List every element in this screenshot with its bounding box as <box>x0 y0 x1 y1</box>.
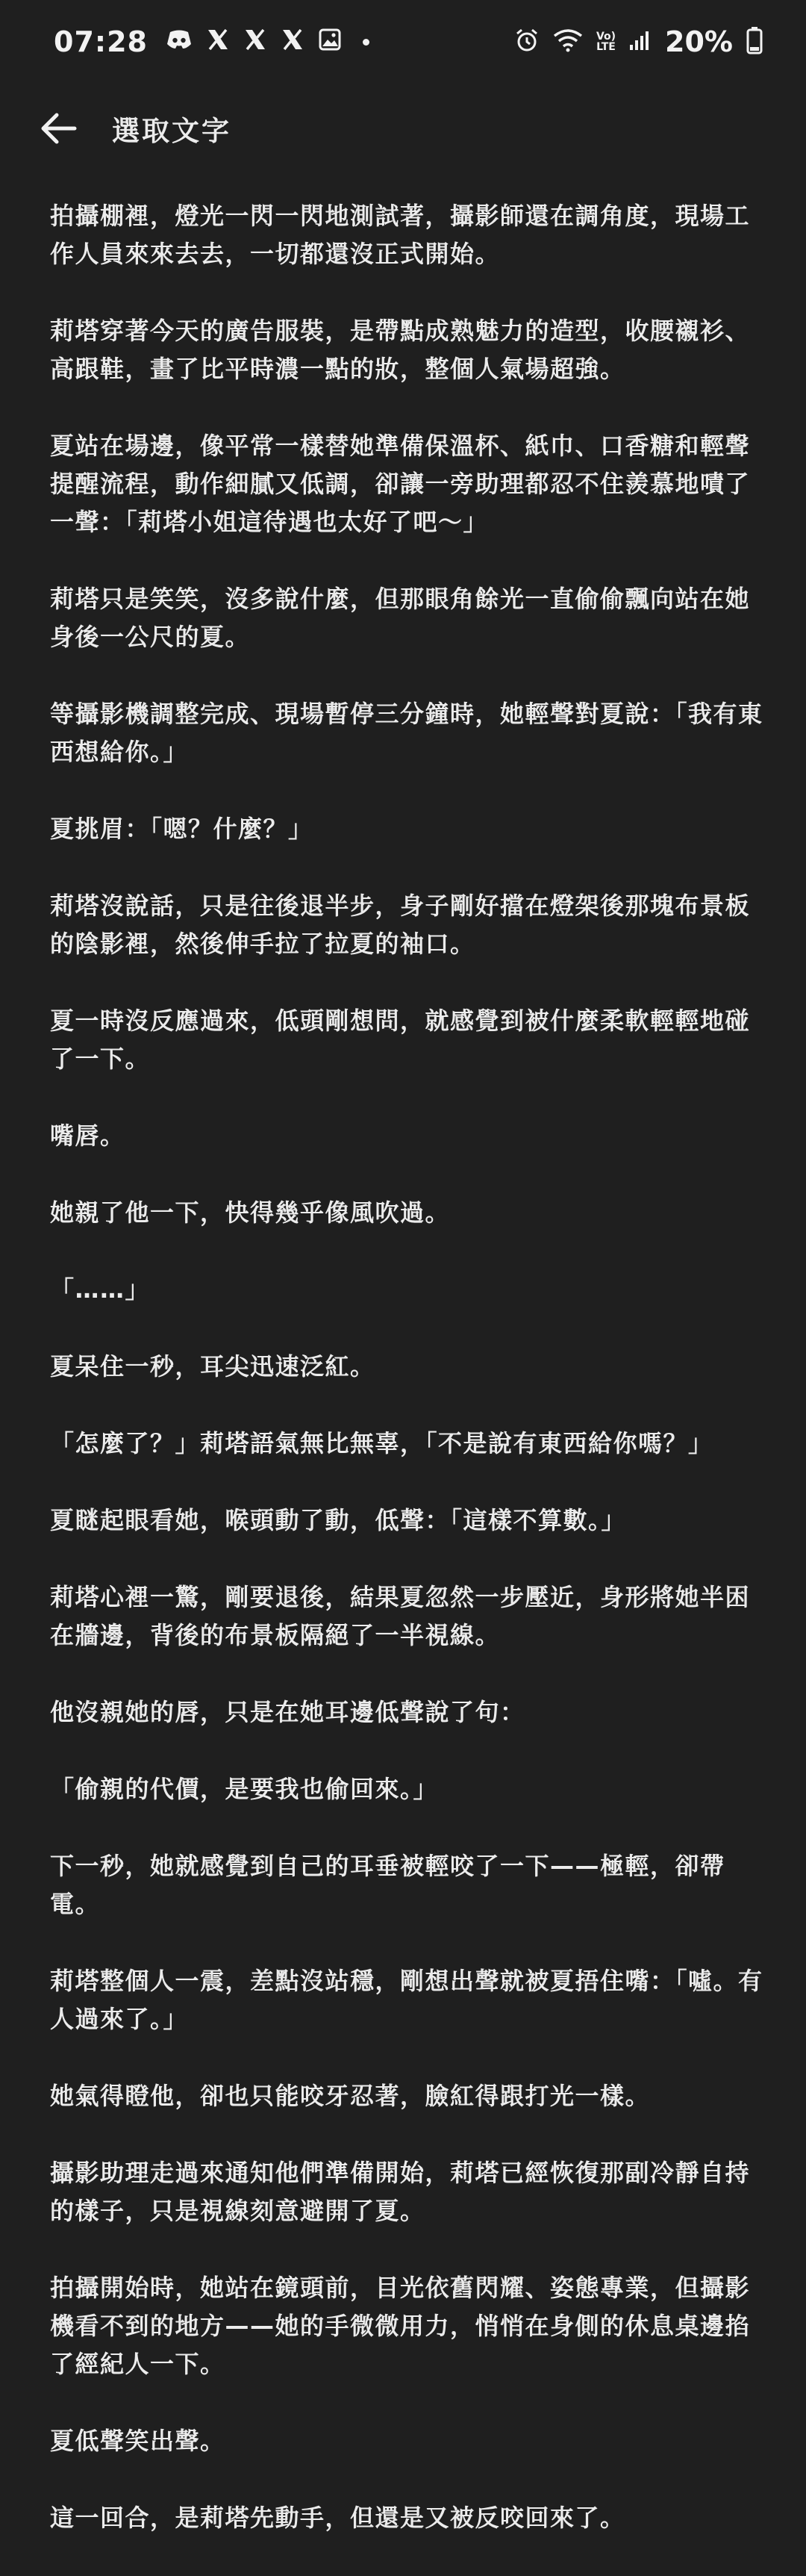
selectable-text-area[interactable] <box>50 197 766 2576</box>
paragraph-21[interactable]: 攝影助理走過來通知他們準備開始，莉塔已經恢復那副冷靜自持的樣子，只是視線刻意避開了夏。 <box>50 2159 751 2225</box>
paragraph-10[interactable]: 她親了他一下，快得幾乎像風吹過。 <box>50 1198 451 1227</box>
paragraph-2[interactable]: 莉塔穿著今天的廣告服裝，是帶點成熟魅力的造型，收腰襯衫、高跟鞋，畫了比平時濃一點的妝，整個人氣場超強。 <box>50 317 751 383</box>
wifi-icon <box>553 28 583 55</box>
battery-percent: 20% <box>665 25 733 58</box>
status-left <box>54 25 369 58</box>
paragraph-16[interactable]: 他沒親她的唇，只是在她耳邊低聲說了句： <box>50 1698 525 1726</box>
paragraph-22[interactable]: 拍攝開始時，她站在鏡頭前，目光依舊閃耀、姿態專業，但攝影機看不到的地方——她的手微微用力，悄悄在身側的休息桌邊掐了經紀人一下。 <box>50 2274 751 2378</box>
paragraph-6[interactable]: 夏挑眉：「嗯？什麼？」 <box>50 815 313 843</box>
signal-icon <box>629 30 652 54</box>
paragraph-19[interactable]: 莉塔整個人一震，差點沒站穩，剛想出聲就被夏捂住嘴：「噓。有人過來了。」 <box>50 1967 763 2033</box>
paragraph-4[interactable]: 莉塔只是笑笑，沒多說什麼，但那眼角餘光一直偷偷飄向站在她身後一公尺的夏。 <box>50 585 751 651</box>
x-icon <box>243 28 267 56</box>
network-type <box>596 31 616 52</box>
paragraph-5[interactable]: 等攝影機調整完成、現場暫停三分鐘時，她輕聲對夏說：「我有東西想給你。」 <box>50 700 763 766</box>
discord-icon <box>166 29 193 55</box>
status-bar <box>0 0 806 84</box>
battery-icon <box>746 26 763 57</box>
x-icon <box>281 28 304 56</box>
paragraph-11[interactable]: 「……」 <box>50 1275 151 1304</box>
back-button[interactable] <box>34 105 82 152</box>
paragraph-23[interactable]: 夏低聲笑出聲。 <box>50 2427 225 2455</box>
back-arrow-icon <box>37 111 79 146</box>
paragraph-3[interactable]: 夏站在場邊，像平常一樣替她準備保溫杯、紙巾、口香糖和輕聲提醒流程，動作細膩又低調，卻讓一旁助理都忍不住羨慕地嘖了一聲：「莉塔小姐這待遇也太好了吧～」 <box>50 432 751 536</box>
paragraph-15[interactable]: 莉塔心裡一驚，剛要退後，結果夏忽然一步壓近，身形將她半困在牆邊，背後的布景板隔絕了一半視線。 <box>50 1583 751 1649</box>
paragraph-1[interactable]: 拍攝棚裡，燈光一閃一閃地測試著，攝影師還在調角度，現場工作人員來來去去，一切都還沒正式開始。 <box>50 202 751 268</box>
paragraph-9[interactable]: 嘴唇。 <box>50 1121 125 1150</box>
paragraph-20[interactable]: 她氣得瞪他，卻也只能咬牙忍著，臉紅得跟打光一樣。 <box>50 2082 651 2110</box>
network-label-top: Vo) <box>596 31 616 43</box>
paragraph-14[interactable]: 夏瞇起眼看她，喉頭動了動，低聲：「這樣不算數。」 <box>50 1506 627 1534</box>
x-icon <box>206 28 230 56</box>
page-title: 選取文字 <box>112 115 231 147</box>
paragraph-7[interactable]: 莉塔沒說話，只是往後退半步，身子剛好擋在燈架後那塊布景板的陰影裡，然後伸手拉了拉夏的袖口。 <box>50 892 751 958</box>
gallery-icon <box>318 28 342 56</box>
clock: 07:28 <box>54 25 148 58</box>
status-right <box>514 25 763 58</box>
network-label-bottom: LTE <box>596 41 616 53</box>
more-notifications-dot <box>363 39 369 46</box>
paragraph-18[interactable]: 下一秒，她就感覺到自己的耳垂被輕咬了一下——極輕，卻帶電。 <box>50 1852 725 1918</box>
paragraph-13[interactable]: 「怎麼了？」莉塔語氣無比無辜，「不是說有東西給你嗎？」 <box>50 1429 713 1457</box>
paragraph-24[interactable]: 這一回合，是莉塔先動手，但還是又被反咬回來了。 <box>50 2504 625 2532</box>
paragraph-17[interactable]: 「偷親的代價，是要我也偷回來。」 <box>50 1775 439 1803</box>
paragraph-12[interactable]: 夏呆住一秒，耳尖迅速泛紅。 <box>50 1352 375 1381</box>
app-bar <box>0 84 806 173</box>
alarm-icon <box>514 28 540 56</box>
paragraph-8[interactable]: 夏一時沒反應過來，低頭剛想問，就感覺到被什麼柔軟輕輕地碰了一下。 <box>50 1007 751 1073</box>
